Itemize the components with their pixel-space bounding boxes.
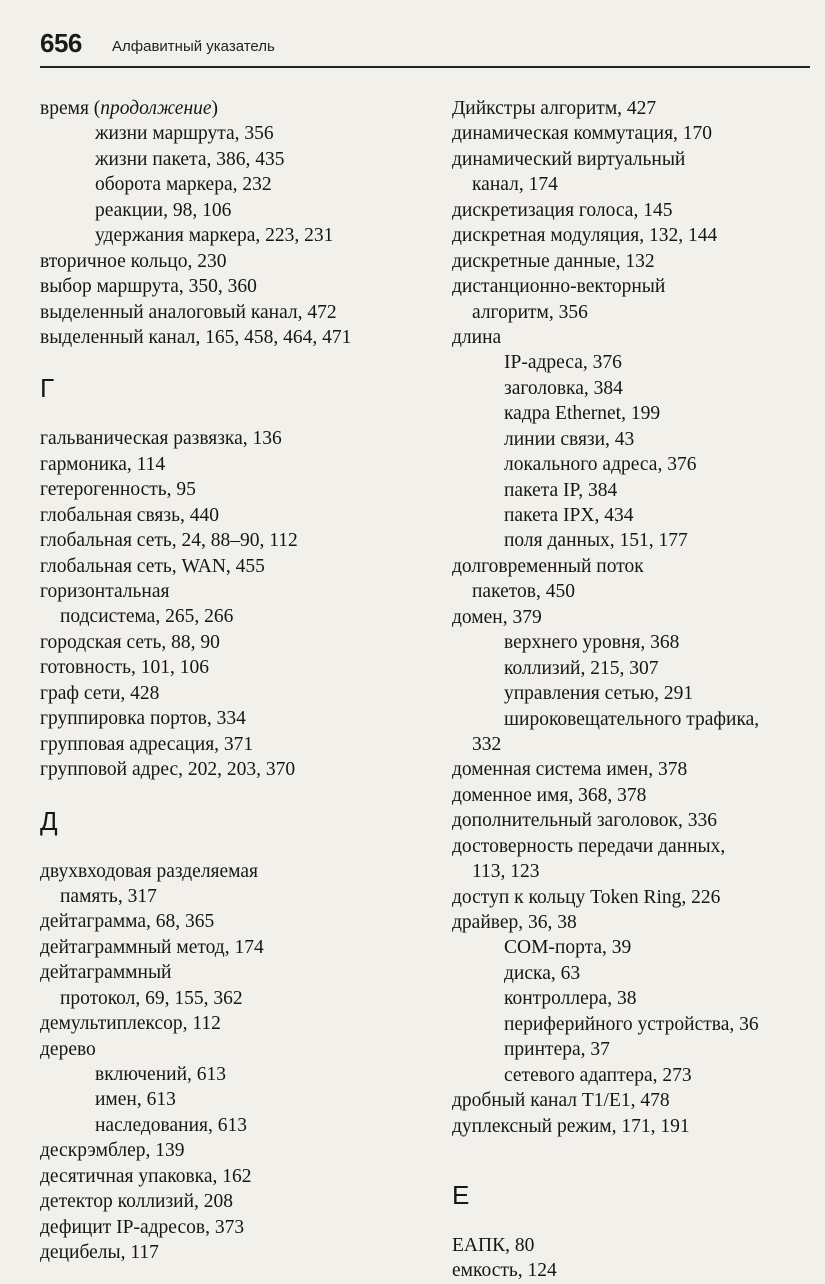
index-entry-continuation: пакетов, 450: [472, 581, 575, 603]
index-entry: дескрэмблер, 139: [40, 1140, 185, 1162]
index-entry: дейтаграммный метод, 174: [40, 936, 264, 958]
index-entry: доменная система имен, 378: [452, 759, 688, 781]
index-subentry: линии связи, 43: [504, 428, 635, 450]
section-letter-d: Д: [40, 805, 58, 836]
index-subentry: сетевого адаптера, 273: [504, 1064, 692, 1086]
index-entry-continuation: 113, 123: [472, 861, 540, 883]
index-subentry: включений, 613: [95, 1064, 227, 1085]
index-entry: глобальная сеть, WAN, 455: [40, 555, 265, 577]
index-entry: динамическая коммутация, 170: [452, 123, 713, 145]
index-entry: гармоника, 114: [40, 453, 166, 475]
index-entry: дробный канал T1/E1, 478: [452, 1090, 670, 1112]
index-subentry: наследования, 613: [95, 1114, 247, 1136]
index-subentry: диска, 63: [504, 962, 581, 984]
index-entry: детектор коллизий, 208: [40, 1191, 234, 1213]
index-subentry: широковещательного трафика,: [504, 708, 760, 730]
index-subentry: жизни пакета, 386, 435: [95, 148, 285, 170]
index-entry: гальваническая развязка, 136: [40, 428, 282, 450]
index-subentry: контроллера, 38: [504, 988, 637, 1010]
index-entry-continuation: алгоритм, 356: [472, 301, 588, 323]
index-entry-continuation: канал, 174: [472, 174, 558, 196]
index-subentry: оборота маркера, 232: [95, 174, 272, 196]
index-entry-continuation: 332: [472, 733, 502, 755]
index-subentry: жизни маршрута, 356: [95, 123, 274, 145]
index-entry: дерево: [40, 1038, 96, 1060]
index-subentry: IP-адреса, 376: [504, 352, 622, 374]
index-entry: динамический виртуальный: [452, 148, 686, 170]
index-entry: выделенный канал, 165, 458, 464, 471: [40, 326, 352, 348]
index-entry: дискретная модуляция, 132, 144: [452, 225, 718, 247]
index-entry: дискретизация голоса, 145: [452, 199, 673, 221]
section-letter-e: Е: [452, 1179, 470, 1210]
index-entry: горизонтальная: [40, 581, 170, 602]
index-entry: выбор маршрута, 350, 360: [40, 276, 257, 298]
index-entry: дуплексный режим, 171, 191: [452, 1115, 690, 1137]
index-entry: Дийкстры алгоритм, 427: [452, 98, 657, 119]
index-subentry: имен, 613: [95, 1089, 176, 1111]
index-entry: достоверность передачи данных,: [452, 835, 726, 857]
index-subentry: периферийного устройства, 36: [504, 1013, 759, 1035]
index-entry: группировка портов, 334: [40, 708, 246, 730]
index-entry: дистанционно-векторный: [452, 276, 666, 298]
index-subentry: локального адреса, 376: [504, 454, 697, 476]
index-entry: демультиплексор, 112: [40, 1013, 221, 1035]
index-entry-continuation: протокол, 69, 155, 362: [60, 987, 243, 1009]
index-entry: готовность, 101, 106: [40, 657, 209, 679]
index-entry-continuation: подсистема, 265, 266: [60, 606, 234, 628]
index-entry: домен, 379: [452, 606, 542, 628]
index-subentry: верхнего уровня, 368: [504, 632, 680, 654]
section-letter-g: Г: [40, 373, 55, 404]
index-entry: драйвер, 36, 38: [452, 912, 577, 933]
index-entry: городская сеть, 88, 90: [40, 631, 220, 653]
index-entry: десятичная упаковка, 162: [40, 1165, 252, 1187]
index-entry: длина: [452, 326, 502, 348]
index-subentry: удержания маркера, 223, 231: [95, 225, 334, 247]
index-entry: глобальная связь, 440: [40, 504, 219, 526]
index-subentry: заголовка, 384: [504, 377, 623, 399]
index-subentry: реакции, 98, 106: [95, 199, 232, 221]
index-entry: выделенный аналоговый канал, 472: [40, 301, 337, 323]
index-entry: доступ к кольцу Token Ring, 226: [452, 886, 721, 908]
index-entry: глобальная сеть, 24, 88–90, 112: [40, 530, 298, 552]
index-entry: время (продолжение): [40, 98, 219, 119]
index-subentry: коллизий, 215, 307: [504, 657, 659, 679]
index-entry: дополнительный заголовок, 336: [452, 810, 717, 832]
index-column-left: [40, 96, 420, 1266]
index-entry: дейтаграмма, 68, 365: [40, 911, 215, 933]
index-subentry: управления сетью, 291: [504, 683, 694, 705]
index-subentry: принтера, 37: [504, 1039, 610, 1061]
index-subentry: поля данных, 151, 177: [504, 530, 688, 552]
index-entry: групповой адрес, 202, 203, 370: [40, 759, 296, 781]
index-entry: емкость, 124: [452, 1260, 557, 1282]
index-subentry: COM-порта, 39: [504, 937, 632, 959]
index-subentry: пакета IP, 384: [504, 479, 618, 501]
index-entry: долговременный поток: [452, 555, 644, 577]
index-entry-continuation: память, 317: [60, 885, 157, 907]
index-subentry: пакета IPX, 434: [504, 505, 634, 526]
running-title: Алфавитный указатель: [112, 38, 275, 55]
index-entry: двухвходовая разделяемая: [40, 860, 259, 882]
index-entry: доменное имя, 368, 378: [452, 784, 647, 806]
index-entry: гетерогенность, 95: [40, 479, 196, 501]
index-entry: дискретные данные, 132: [452, 250, 655, 272]
index-entry: граф сети, 428: [40, 682, 160, 704]
index-entry: дейтаграммный: [40, 962, 172, 984]
index-entry: децибелы, 117: [40, 1242, 159, 1264]
index-entry: ЕАПК, 80: [452, 1234, 535, 1256]
index-subentry: кадра Ethernet, 199: [504, 403, 661, 425]
index-entry: вторичное кольцо, 230: [40, 250, 227, 272]
page-header: [40, 26, 810, 68]
index-entry: дефицит IP-адресов, 373: [40, 1216, 245, 1238]
index-entry: групповая адресация, 371: [40, 733, 254, 755]
index-column-right: [452, 96, 825, 1284]
page-number: 656: [40, 28, 82, 58]
